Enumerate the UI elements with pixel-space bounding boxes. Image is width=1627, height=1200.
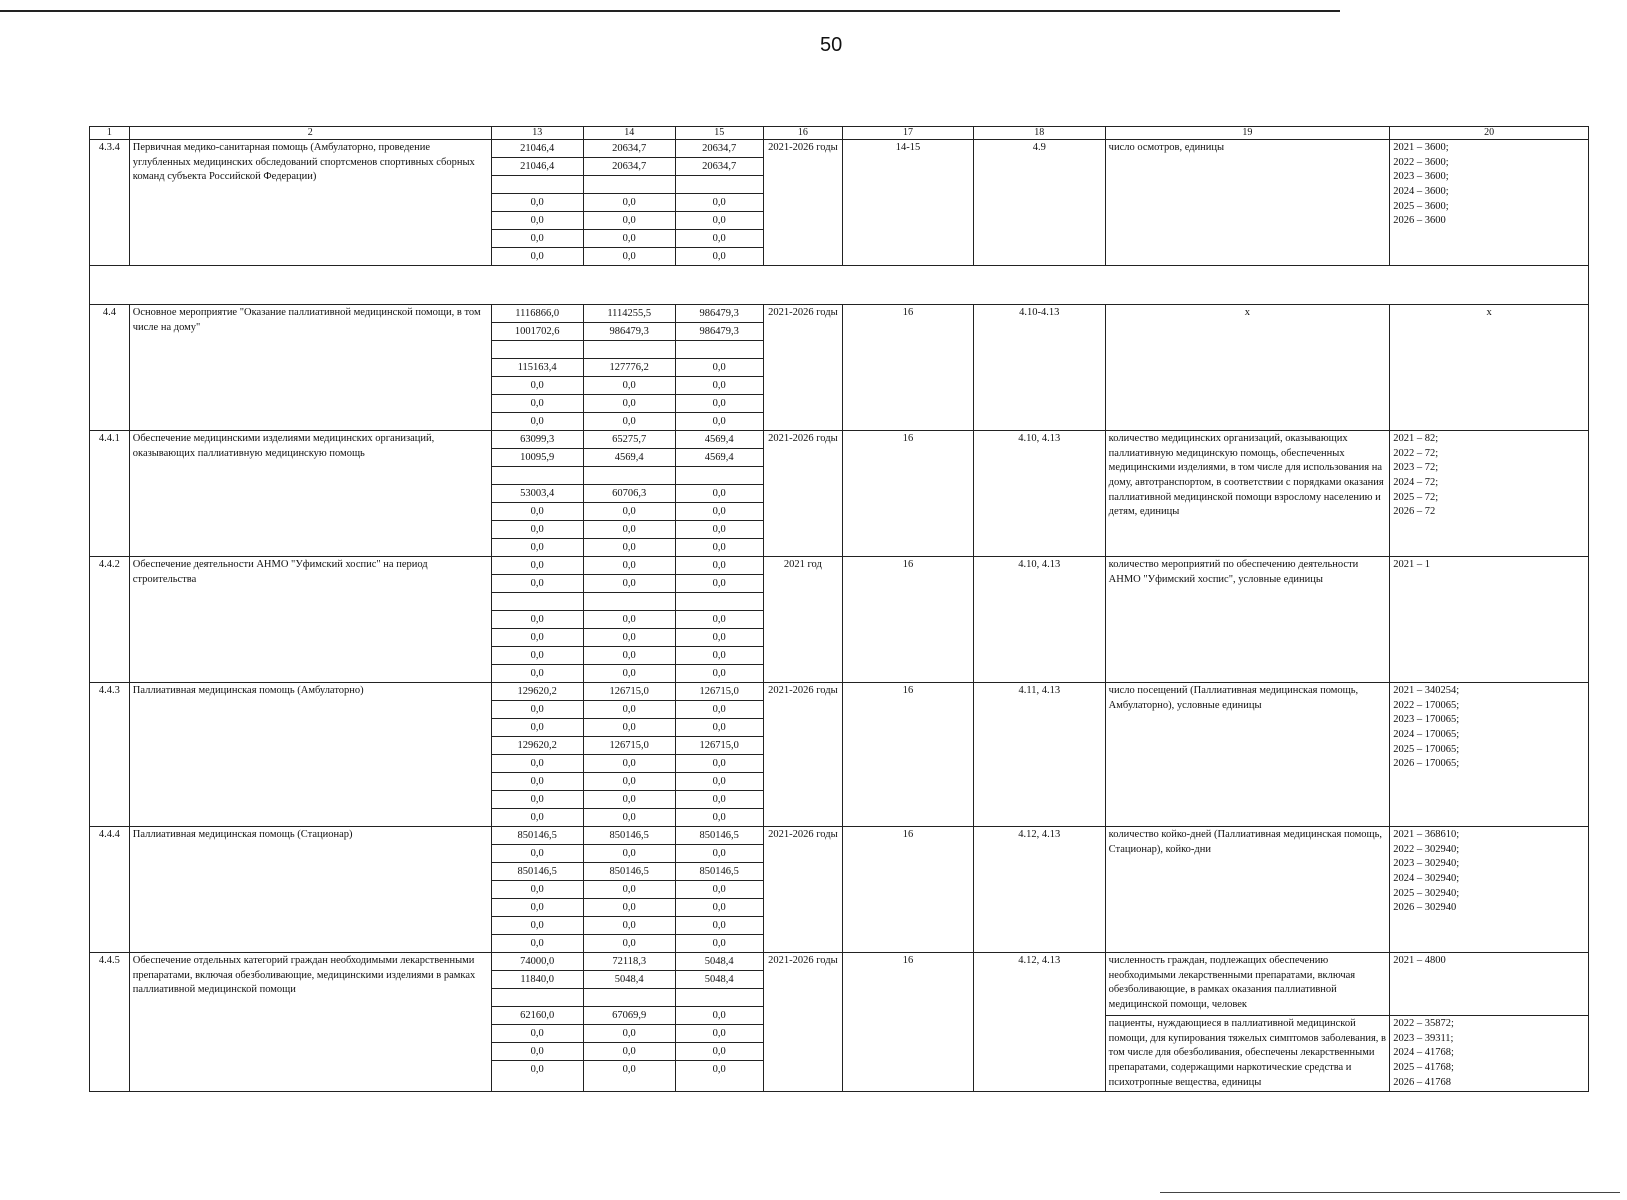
value-cell: 11840,0 xyxy=(492,971,583,989)
value-cell: 0,0 xyxy=(676,503,763,521)
table-row xyxy=(90,431,1589,557)
value-cell: 0,0 xyxy=(584,395,675,413)
value-cell: 0,0 xyxy=(492,521,583,539)
value-cell: 0,0 xyxy=(492,773,583,791)
value-cell: 0,0 xyxy=(492,899,583,917)
value-cell: 0,0 xyxy=(492,701,583,719)
value-cell: 0,0 xyxy=(584,1043,675,1061)
value-cell xyxy=(492,176,583,194)
value-cell: 0,0 xyxy=(492,212,583,230)
row-number: 4.4.2 xyxy=(90,557,130,683)
value-cell: 0,0 xyxy=(492,230,583,248)
value-cell: 0,0 xyxy=(530,1064,544,1075)
row-number: 4.4.1 xyxy=(90,431,130,557)
value-cell: 20634,7 xyxy=(584,158,675,176)
indicator-values: 2021 – 3600; 2022 – 3600; 2023 – 3600; 2024 – 3600; 2025 – 3600; 2026 – 3600 xyxy=(1390,140,1589,266)
value-cell: 850146,5 xyxy=(584,827,675,845)
value-cell: 0,0 xyxy=(584,881,675,899)
spacer-row xyxy=(90,266,1589,305)
value-cell: 0,0 xyxy=(492,629,583,647)
value-cell: 0,0 xyxy=(676,395,763,413)
value-cell: 1116866,0 xyxy=(492,305,583,323)
value-cell: 0,0 xyxy=(676,773,763,791)
value-cell xyxy=(584,467,675,485)
value-cell: 986479,3 xyxy=(676,323,763,341)
col18: 4.11, 4.13 xyxy=(973,683,1105,827)
value-cell: 0,0 xyxy=(676,377,763,395)
value-cell: 0,0 xyxy=(622,812,636,823)
value-cell: 0,0 xyxy=(492,917,583,935)
value-cell: 0,0 xyxy=(530,668,544,679)
period: 2021-2026 годы xyxy=(763,827,843,953)
value-cell: 0,0 xyxy=(492,503,583,521)
value-cell: 0,0 xyxy=(584,230,675,248)
value-cell: 0,0 xyxy=(676,701,763,719)
value-cell: 0,0 xyxy=(492,575,583,593)
value-cell: 0,0 xyxy=(584,521,675,539)
value-cell: 0,0 xyxy=(676,755,763,773)
top-rule xyxy=(0,10,1340,12)
value-cell xyxy=(584,341,675,359)
value-cell: 74000,0 xyxy=(492,953,583,971)
value-cell: 0,0 xyxy=(492,1043,583,1061)
value-cell: 986479,3 xyxy=(676,305,763,323)
value-cell: 20634,7 xyxy=(676,158,763,176)
value-cell xyxy=(492,593,583,611)
row-number: 4.3.4 xyxy=(90,140,130,266)
value-cell: 0,0 xyxy=(584,611,675,629)
value-cell: 0,0 xyxy=(676,629,763,647)
value-cell xyxy=(676,176,763,194)
value-cell: 850146,5 xyxy=(492,863,583,881)
value-cell xyxy=(676,467,763,485)
program-table xyxy=(89,126,1589,1092)
col15-values xyxy=(675,953,763,1092)
value-cell xyxy=(676,989,763,1007)
header-cell: 2 xyxy=(129,127,491,140)
col13-values xyxy=(491,683,583,827)
col17: 16 xyxy=(843,683,974,827)
bottom-rule xyxy=(1160,1192,1620,1193)
col15-values xyxy=(675,305,763,431)
col17: 16 xyxy=(843,557,974,683)
value-cell: 0,0 xyxy=(492,755,583,773)
row-number: 4.4.4 xyxy=(90,827,130,953)
col13-values xyxy=(491,140,583,266)
value-cell: 62160,0 xyxy=(492,1007,583,1025)
value-cell: 0,0 xyxy=(584,773,675,791)
col14-values xyxy=(583,140,675,266)
page-number: 50 xyxy=(820,34,843,56)
col17: 14-15 xyxy=(843,140,974,266)
value-cell: 0,0 xyxy=(584,647,675,665)
value-cell: 0,0 xyxy=(584,377,675,395)
value-cell: 0,0 xyxy=(676,1025,763,1043)
value-cell: 126715,0 xyxy=(584,683,675,701)
value-cell: 0,0 xyxy=(584,791,675,809)
value-cell: 0,0 xyxy=(584,575,675,593)
header-cell: 16 xyxy=(763,127,843,140)
value-cell: 0,0 xyxy=(622,938,636,949)
row-name: Первичная медико-санитарная помощь (Амбулаторно, проведение углубленных медицинских обследований спортсменов спортивных сборных команд субъекта Российской Федерации) xyxy=(129,140,491,266)
col15-values xyxy=(675,431,763,557)
value-cell: 63099,3 xyxy=(492,431,583,449)
period: 2021-2026 годы xyxy=(763,953,843,1092)
value-cell: 0,0 xyxy=(676,881,763,899)
col15-values xyxy=(675,683,763,827)
value-cell: 0,0 xyxy=(492,719,583,737)
value-cell: 0,0 xyxy=(676,575,763,593)
value-cell: 0,0 xyxy=(584,212,675,230)
value-cell: 115163,4 xyxy=(492,359,583,377)
value-cell: 0,0 xyxy=(676,845,763,863)
value-cell: 0,0 xyxy=(676,611,763,629)
col17: 16 xyxy=(843,953,974,1092)
value-cell: 126715,0 xyxy=(584,737,675,755)
value-cell: 1114255,5 xyxy=(584,305,675,323)
value-cell: 65275,7 xyxy=(584,431,675,449)
value-cell: 126715,0 xyxy=(676,737,763,755)
value-cell: 67069,9 xyxy=(584,1007,675,1025)
header-cell: 1 xyxy=(90,127,130,140)
row-number: 4.4.3 xyxy=(90,683,130,827)
value-cell xyxy=(676,593,763,611)
indicator: количество койко-дней (Паллиативная медицинская помощь, Стационар), койко-дни xyxy=(1105,827,1390,953)
col13-values xyxy=(491,557,583,683)
value-cell: 0,0 xyxy=(584,194,675,212)
value-cell: 0,0 xyxy=(622,542,636,553)
value-cell: 129620,2 xyxy=(492,683,583,701)
value-cell: 0,0 xyxy=(676,899,763,917)
col17: 16 xyxy=(843,305,974,431)
value-cell: 5048,4 xyxy=(676,971,763,989)
col14-values xyxy=(583,305,675,431)
indicator: x xyxy=(1105,305,1390,431)
value-cell: 0,0 xyxy=(584,629,675,647)
value-cell: 0,0 xyxy=(676,557,763,575)
indicator-values: 2021 – 4800 xyxy=(1390,953,1588,1016)
value-cell: 0,0 xyxy=(622,251,636,262)
value-cell: 10095,9 xyxy=(492,449,583,467)
col13-values xyxy=(491,827,583,953)
value-cell: 20634,7 xyxy=(676,140,763,158)
indicator: число осмотров, единицы xyxy=(1105,140,1390,266)
indicator: количество медицинских организаций, оказывающих паллиативную медицинскую помощь, обеспеченных медицинскими изделиями, в том числе для использования на дому, автотранспортом, в соответствии с порядками оказания паллиативной медицинской помощи взрослому населению и детям, единицы xyxy=(1105,431,1390,557)
value-cell: 72118,3 xyxy=(584,953,675,971)
col14-values xyxy=(583,953,675,1092)
value-cell: 4569,4 xyxy=(584,449,675,467)
value-cell: 0,0 xyxy=(492,557,583,575)
value-cell: 850146,5 xyxy=(676,863,763,881)
col15-values xyxy=(675,827,763,953)
value-cell: 0,0 xyxy=(492,395,583,413)
row-name: Паллиативная медицинская помощь (Стационар) xyxy=(129,827,491,953)
col18: 4.9 xyxy=(973,140,1105,266)
col17: 16 xyxy=(843,431,974,557)
value-cell: 21046,4 xyxy=(492,140,583,158)
col18: 4.12, 4.13 xyxy=(973,953,1105,1092)
value-cell: 0,0 xyxy=(492,377,583,395)
value-cell: 0,0 xyxy=(712,542,726,553)
col18: 4.10, 4.13 xyxy=(973,431,1105,557)
value-cell: 0,0 xyxy=(676,230,763,248)
value-cell: 850146,5 xyxy=(676,827,763,845)
value-cell: 0,0 xyxy=(676,521,763,539)
period: 2021-2026 годы xyxy=(763,305,843,431)
value-cell: 1001702,6 xyxy=(492,323,583,341)
col15-values xyxy=(675,140,763,266)
indicator-values: 2022 – 35872; 2023 – 39311; 2024 – 41768; 2025 – 41768; 2026 – 41768 xyxy=(1393,1018,1454,1088)
value-cell: 0,0 xyxy=(676,485,763,503)
value-cell: 0,0 xyxy=(492,194,583,212)
indicator-values: 2021 – 1 xyxy=(1390,557,1589,683)
value-cell: 0,0 xyxy=(492,611,583,629)
value-cell: 986479,3 xyxy=(584,323,675,341)
row-number: 4.4 xyxy=(90,305,130,431)
value-cell: 0,0 xyxy=(584,719,675,737)
value-cell: 0,0 xyxy=(530,938,544,949)
indicator-values: 2021 – 82; 2022 – 72; 2023 – 72; 2024 – 72; 2025 – 72; 2026 – 72 xyxy=(1390,431,1589,557)
col14-values xyxy=(583,431,675,557)
indicator: численность граждан, подлежащих обеспечению необходимыми лекарственными препаратами, включая обезболивающие, в рамках оказания паллиативной медицинской помощи, человек xyxy=(1106,953,1390,1016)
value-cell xyxy=(492,341,583,359)
row-name: Основное мероприятие "Оказание паллиативной медицинской помощи, в том числе на дому" xyxy=(129,305,491,431)
col18: 4.10, 4.13 xyxy=(973,557,1105,683)
value-cell xyxy=(676,341,763,359)
value-cell: 0,0 xyxy=(712,251,726,262)
col13-values xyxy=(491,953,583,1092)
period: 2021-2026 годы xyxy=(763,683,843,827)
value-cell: 127776,2 xyxy=(584,359,675,377)
value-cell xyxy=(492,467,583,485)
row-name: Обеспечение медицинскими изделиями медицинских организаций, оказывающих паллиативную медицинскую помощь xyxy=(129,431,491,557)
indicator: число посещений (Паллиативная медицинская помощь, Амбулаторно), условные единицы xyxy=(1105,683,1390,827)
value-cell: 0,0 xyxy=(530,416,544,427)
value-cell: 0,0 xyxy=(712,938,726,949)
indicator: количество мероприятий по обеспечению деятельности АНМО "Уфимский хоспис", условные единицы xyxy=(1105,557,1390,683)
col14-values xyxy=(583,827,675,953)
period: 2021-2026 годы xyxy=(763,140,843,266)
table-row xyxy=(90,305,1589,431)
indicator-values: x xyxy=(1390,305,1589,431)
indicator: пациенты, нуждающиеся в паллиативной медицинской помощи, для купирования тяжелых симптомов заболевания, в том числе для обезболивания, обеспечены лекарственными препаратами, содержащими наркотические средства и психотропные вещества, единицы xyxy=(1108,1018,1387,1088)
value-cell: 0,0 xyxy=(584,899,675,917)
value-cell: 0,0 xyxy=(584,917,675,935)
value-cell xyxy=(492,989,583,1007)
row-name: Обеспечение отдельных категорий граждан необходимыми лекарственными препаратами, включая обезболивающие, медицинскими изделиями в рамках паллиативной медицинской помощи xyxy=(129,953,491,1092)
value-cell: 0,0 xyxy=(676,719,763,737)
value-cell: 0,0 xyxy=(530,251,544,262)
col17: 16 xyxy=(843,827,974,953)
value-cell: 0,0 xyxy=(584,1025,675,1043)
indicator-values: 2021 – 340254; 2022 – 170065; 2023 – 170065; 2024 – 170065; 2025 – 170065; 2026 – 170065; xyxy=(1390,683,1589,827)
value-cell: 0,0 xyxy=(676,1043,763,1061)
indicator-values-split xyxy=(1390,953,1589,1092)
header-cell: 18 xyxy=(973,127,1105,140)
value-cell: 0,0 xyxy=(712,668,726,679)
value-cell: 4569,4 xyxy=(676,431,763,449)
value-cell: 0,0 xyxy=(712,812,726,823)
value-cell: 0,0 xyxy=(492,845,583,863)
table-row xyxy=(90,827,1589,953)
header-cell: 17 xyxy=(843,127,974,140)
header-cell: 14 xyxy=(583,127,675,140)
value-cell: 0,0 xyxy=(712,416,726,427)
value-cell: 0,0 xyxy=(676,791,763,809)
header-cell: 13 xyxy=(491,127,583,140)
value-cell: 0,0 xyxy=(676,647,763,665)
value-cell: 5048,4 xyxy=(676,953,763,971)
value-cell: 0,0 xyxy=(622,416,636,427)
value-cell: 0,0 xyxy=(584,701,675,719)
row-name: Обеспечение деятельности АНМО "Уфимский хоспис" на период строительства xyxy=(129,557,491,683)
value-cell: 5048,4 xyxy=(584,971,675,989)
header-cell: 20 xyxy=(1390,127,1589,140)
col14-values xyxy=(583,557,675,683)
value-cell: 0,0 xyxy=(584,845,675,863)
row-name: Паллиативная медицинская помощь (Амбулаторно) xyxy=(129,683,491,827)
col14-values xyxy=(583,683,675,827)
value-cell: 0,0 xyxy=(712,1064,726,1075)
value-cell: 21046,4 xyxy=(492,158,583,176)
header-cell: 19 xyxy=(1105,127,1390,140)
value-cell: 0,0 xyxy=(492,791,583,809)
table-row xyxy=(90,953,1589,1092)
value-cell: 0,0 xyxy=(530,812,544,823)
value-cell: 0,0 xyxy=(492,1025,583,1043)
value-cell: 53003,4 xyxy=(492,485,583,503)
period: 2021 год xyxy=(763,557,843,683)
table-row xyxy=(90,557,1589,683)
value-cell xyxy=(584,593,675,611)
col18: 4.12, 4.13 xyxy=(973,827,1105,953)
period: 2021-2026 годы xyxy=(763,431,843,557)
value-cell: 0,0 xyxy=(622,668,636,679)
value-cell: 4569,4 xyxy=(676,449,763,467)
table-row xyxy=(90,683,1589,827)
value-cell: 0,0 xyxy=(676,359,763,377)
value-cell: 0,0 xyxy=(492,881,583,899)
value-cell: 0,0 xyxy=(676,194,763,212)
value-cell: 0,0 xyxy=(492,647,583,665)
value-cell: 0,0 xyxy=(584,755,675,773)
value-cell: 0,0 xyxy=(584,557,675,575)
value-cell: 0,0 xyxy=(676,212,763,230)
value-cell xyxy=(584,989,675,1007)
header-cell: 15 xyxy=(675,127,763,140)
value-cell xyxy=(584,176,675,194)
value-cell: 850146,5 xyxy=(584,863,675,881)
value-cell: 850146,5 xyxy=(492,827,583,845)
value-cell: 129620,2 xyxy=(492,737,583,755)
value-cell: 126715,0 xyxy=(676,683,763,701)
row-number: 4.4.5 xyxy=(90,953,130,1092)
value-cell: 60706,3 xyxy=(584,485,675,503)
table-row xyxy=(90,140,1589,266)
value-cell: 0,0 xyxy=(676,917,763,935)
col18: 4.10-4.13 xyxy=(973,305,1105,431)
header-row xyxy=(90,127,1589,140)
col15-values xyxy=(675,557,763,683)
value-cell: 0,0 xyxy=(584,503,675,521)
col13-values xyxy=(491,305,583,431)
value-cell: 20634,7 xyxy=(584,140,675,158)
indicator-values: 2021 – 368610; 2022 – 302940; 2023 – 302940; 2024 – 302940; 2025 – 302940; 2026 – 302940 xyxy=(1390,827,1589,953)
indicator-split xyxy=(1105,953,1390,1092)
col13-values xyxy=(491,431,583,557)
value-cell: 0,0 xyxy=(622,1064,636,1075)
value-cell: 0,0 xyxy=(530,542,544,553)
value-cell: 0,0 xyxy=(676,1007,763,1025)
